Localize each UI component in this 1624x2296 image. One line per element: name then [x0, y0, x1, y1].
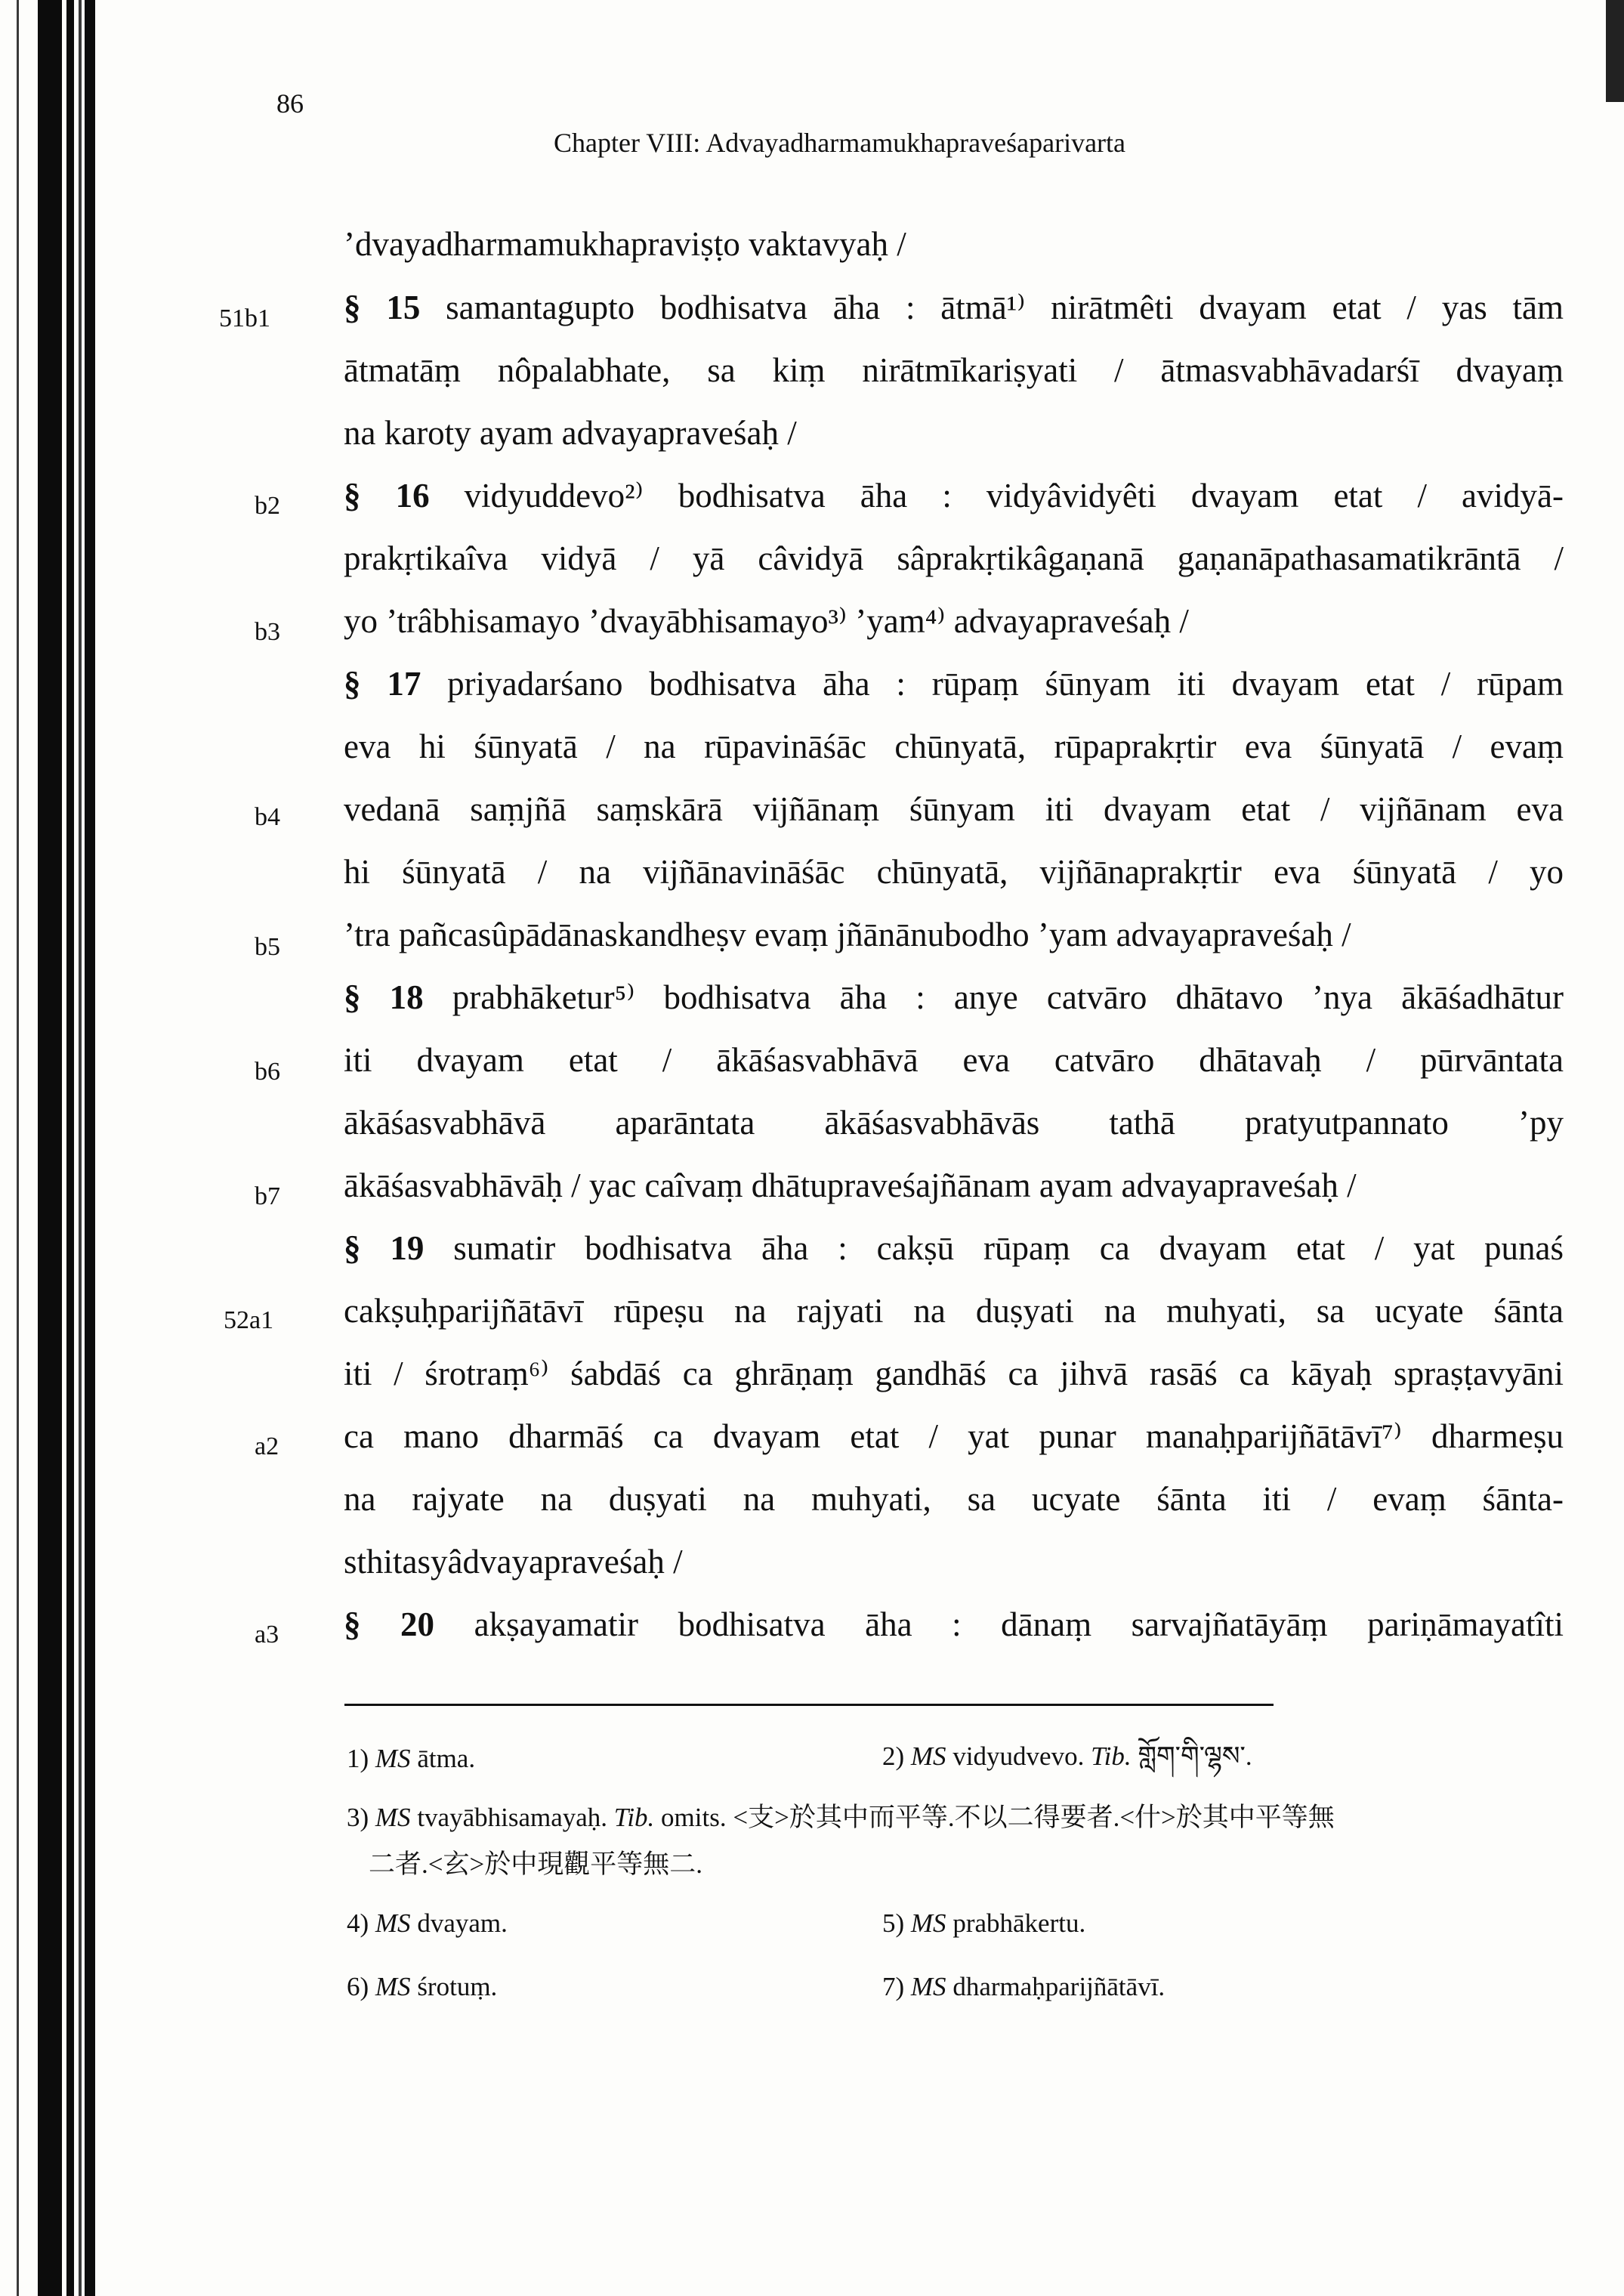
footnote-4: 4) MS dvayam. — [347, 1908, 508, 1938]
text-line: ca mano dharmāś ca dvayam etat / yat punar manaḥparijñātāvī⁷⁾ dharmeṣu — [344, 1417, 1564, 1455]
section-number: § 15 — [344, 289, 421, 326]
footnote-3-cont: 二者.<玄>於中現觀平等無二. — [369, 1849, 702, 1879]
text-line: ākāśasvabhāvā aparāntata ākāśasvabhāvās tathā pratyutpannato ’py — [344, 1104, 1564, 1142]
margin-ref: b6 — [255, 1058, 280, 1086]
text-line: cakṣuḥparijñātāvī rūpeṣu na rajyati na duṣyati na muhyati, sa ucyate śānta — [344, 1292, 1564, 1330]
footnote-2: 2) MS vidyudvevo. Tib. གློག་གི་ལྷས་. — [882, 1741, 1252, 1771]
siglum: MS — [375, 1744, 411, 1773]
section-number: § 16 — [344, 477, 430, 515]
footnote-7: 7) MS dharmaḥparijñātāvī. — [882, 1972, 1166, 2001]
siglum: MS — [375, 1972, 411, 2001]
text-line: vedanā saṃjñā saṃskārā vijñānaṃ śūnyam iti dvayam etat / vijñānam eva — [344, 790, 1564, 828]
siglum: MS — [910, 1908, 946, 1938]
margin-ref: b5 — [255, 933, 280, 961]
margin-ref: a3 — [255, 1621, 279, 1649]
footnote-3: 3) MS tvayābhisamayaḥ. Tib. omits. <支>於其中而平等.不以二得要者.<什>於其中平等無 — [347, 1803, 1335, 1832]
text-line: hi śūnyatā / na vijñānavināśāc chūnyatā, vijñānaprakṛtir eva śūnyatā / yo — [344, 853, 1564, 891]
text-line: § 17 priyadarśano bodhisatva āha : rūpaṃ śūnyam iti dvayam etat / rūpam — [344, 665, 1564, 703]
margin-ref: b2 — [255, 492, 280, 520]
footnote-rule — [344, 1704, 1274, 1706]
footnote-1: 1) MS ātma. — [347, 1744, 476, 1773]
margin-ref: a2 — [255, 1432, 279, 1460]
page-number: 86 — [276, 88, 304, 119]
text-line: ’dvayadharmamukhapraviṣṭo vaktavyaḥ / — [344, 225, 906, 263]
siglum: MS — [375, 1803, 411, 1832]
text-line: sthitasyâdvayapraveśaḥ / — [344, 1543, 683, 1581]
margin-ref: b4 — [255, 803, 280, 831]
section-number: § 19 — [344, 1229, 425, 1267]
text-line: ātmatāṃ nôpalabhate, sa kiṃ nirātmīkariṣyati / ātmasvabhāvadarśī dvayaṃ — [344, 351, 1564, 389]
siglum: Tib. — [1091, 1741, 1132, 1771]
scan-corner-mark — [1606, 0, 1624, 102]
text-line: § 16 vidyuddevo²⁾ bodhisatva āha : vidyâvidyêti dvayam etat / avidyā- — [344, 477, 1564, 515]
footnote-5: 5) MS prabhākertu. — [882, 1908, 1086, 1938]
text-line: § 18 prabhāketur⁵⁾ bodhisatva āha : anye catvāro dhātavo ’nya ākāśadhātur — [344, 978, 1564, 1016]
text-line: iti dvayam etat / ākāśasvabhāvā eva catvāro dhātavaḥ / pūrvāntata — [344, 1041, 1564, 1079]
text-line: na rajyate na duṣyati na muhyati, sa ucyate śānta iti / evaṃ śānta- — [344, 1480, 1564, 1518]
text-line: yo ’trâbhisamayo ’dvayābhisamayo³⁾ ’yam⁴⁾ advayapraveśaḥ / — [344, 602, 1189, 640]
scan-gutter — [0, 0, 113, 2296]
siglum: MS — [910, 1972, 946, 2001]
margin-ref: 52a1 — [224, 1306, 274, 1334]
text-line: ākāśasvabhāvāḥ / yac caîvaṃ dhātupraveśajñānam ayam advayapraveśaḥ / — [344, 1167, 1357, 1204]
text-line: prakṛtikaîva vidyā / yā câvidyā sâprakṛtikâgaṇanā gaṇanāpathasamatikrāntā / — [344, 539, 1564, 577]
margin-ref: b3 — [255, 618, 280, 646]
text-line: § 15 samantagupto bodhisatva āha : ātmā¹⁾ nirātmêti dvayam etat / yas tām — [344, 289, 1564, 326]
running-head: Chapter VIII: Advayadharmamukhapraveśaparivarta — [554, 128, 1126, 158]
footnote-6: 6) MS śrotuṃ. — [347, 1972, 498, 2001]
text-line: § 20 akṣayamatir bodhisatva āha : dānaṃ sarvajñatāyāṃ pariṇāmayatîti — [344, 1605, 1564, 1643]
text-line: ’tra pañcasûpādānaskandheṣv evaṃ jñānānubodho ’yam advayapraveśaḥ / — [344, 916, 1351, 953]
text-line: § 19 sumatir bodhisatva āha : cakṣū rūpaṃ ca dvayam etat / yat punaś — [344, 1229, 1564, 1267]
section-number: § 20 — [344, 1605, 435, 1643]
siglum: Tib. — [613, 1803, 655, 1832]
siglum: MS — [910, 1741, 946, 1771]
siglum: MS — [375, 1908, 411, 1938]
section-number: § 18 — [344, 978, 424, 1016]
text-line: na karoty ayam advayapraveśaḥ / — [344, 414, 797, 452]
section-number: § 17 — [344, 665, 421, 703]
margin-ref: b7 — [255, 1182, 280, 1210]
text-line: iti / śrotraṃ⁶⁾ śabdāś ca ghrāṇaṃ gandhāś ca jihvā rasāś ca kāyaḥ spraṣṭavyāni — [344, 1355, 1564, 1392]
text-line: eva hi śūnyatā / na rūpavināśāc chūnyatā, rūpaprakṛtir eva śūnyatā / evaṃ — [344, 728, 1564, 765]
margin-ref: 51b1 — [219, 304, 270, 332]
